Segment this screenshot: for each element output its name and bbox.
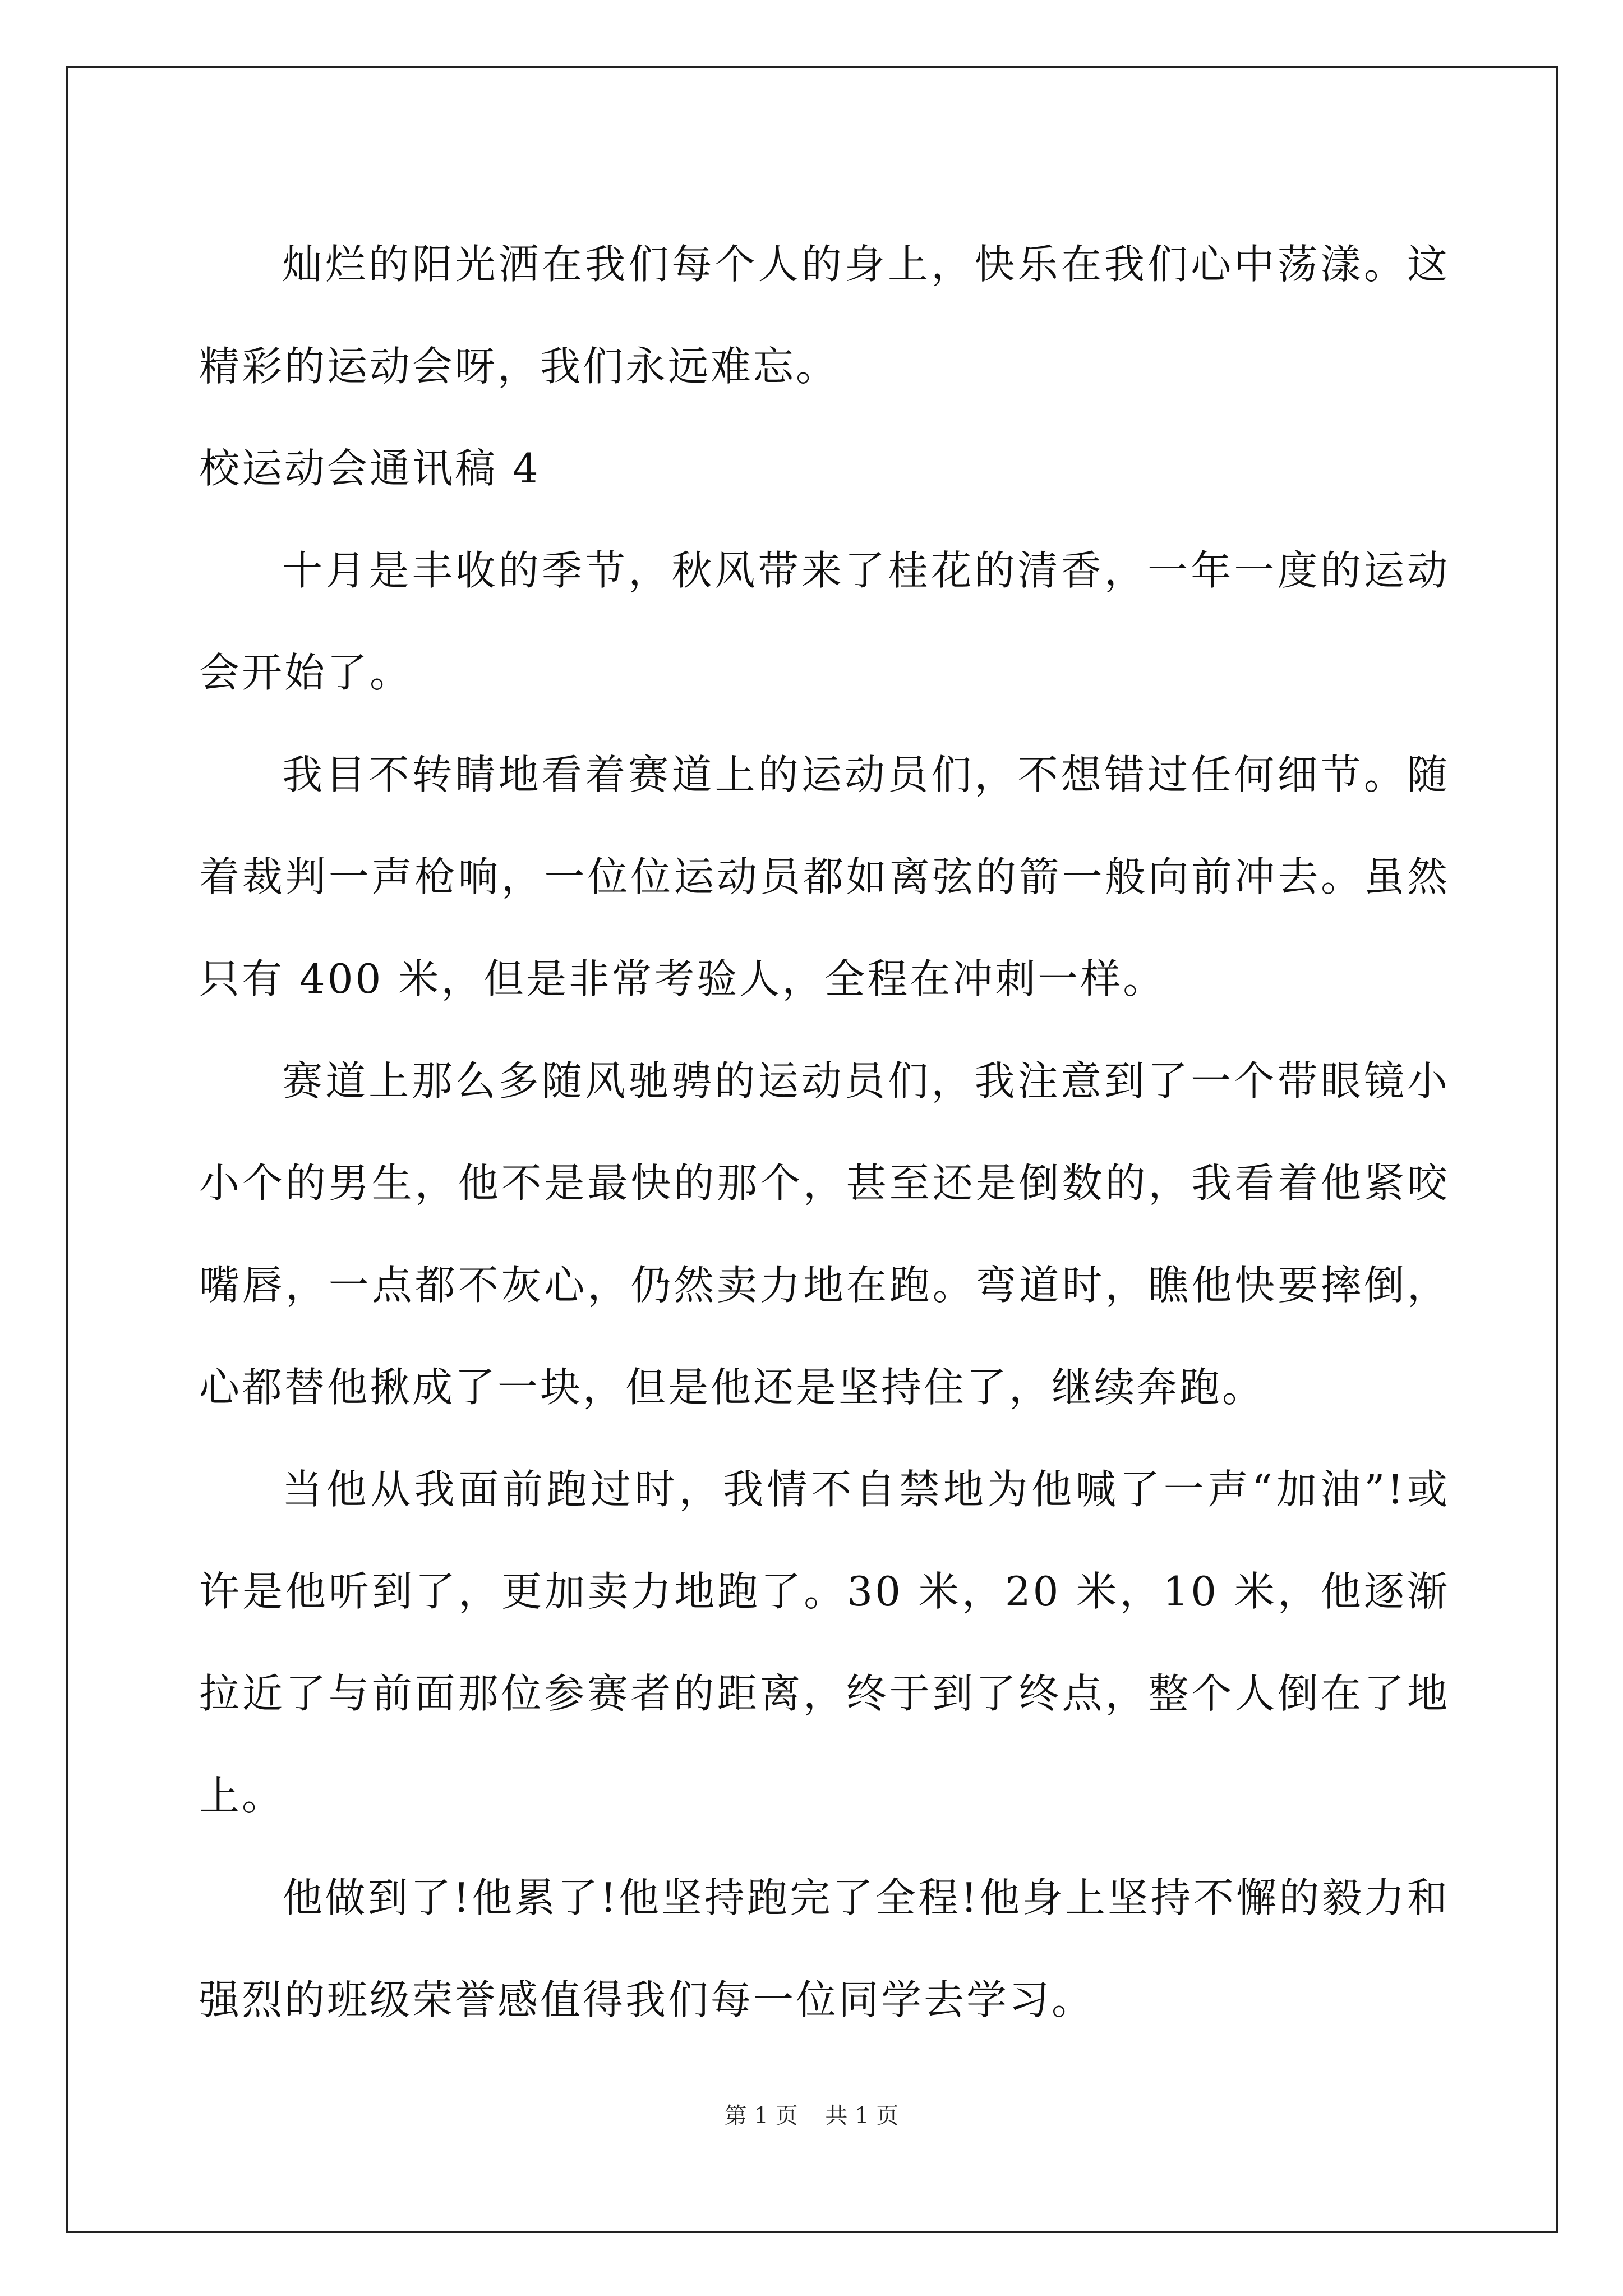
page-number: 第 1 页 — [724, 2103, 798, 2129]
paragraph: 灿烂的阳光洒在我们每个人的身上，快乐在我们心中荡漾。这精彩的运动会呀，我们永远难忘。 — [199, 241, 1450, 390]
document-body — [199, 213, 1450, 2051]
paragraph: 十月是丰收的季节，秋风带来了桂花的清香，一年一度的运动会开始了。 — [199, 547, 1450, 696]
paragraph: 我目不转睛地看着赛道上的运动员们，不想错过任何细节。随着裁判一声枪响，一位位运动员都如离弦的箭一般向前冲去。虽然只有 400 米，但是非常考验人，全程在冲刺一样。 — [199, 751, 1450, 1002]
page-total: 共 1 页 — [825, 2103, 899, 2129]
section-heading: 校运动会通讯稿 4 — [199, 445, 541, 492]
paragraph: 当他从我面前跑过时，我情不自禁地为他喊了一声“加油”!或许是他听到了，更加卖力地跑了。30 米，20 米，10 米，他逐渐拉近了与前面那位参赛者的距离，终于到了终点，整个人倒在了地上。 — [199, 1466, 1450, 1819]
paragraph: 他做到了!他累了!他坚持跑完了全程!他身上坚持不懈的毅力和强烈的班级荣誉感值得我们每一位同学去学习。 — [199, 1874, 1450, 2023]
page-footer — [0, 2098, 1623, 2130]
paragraph: 赛道上那么多随风驰骋的运动员们，我注意到了一个带眼镜小小个的男生，他不是最快的那个，甚至还是倒数的，我看着他紧咬嘴唇，一点都不灰心，仍然卖力地在跑。弯道时，瞧他快要摔倒，心都替他揪成了一块，但是他还是坚持住了，继续奔跑。 — [199, 1057, 1450, 1411]
